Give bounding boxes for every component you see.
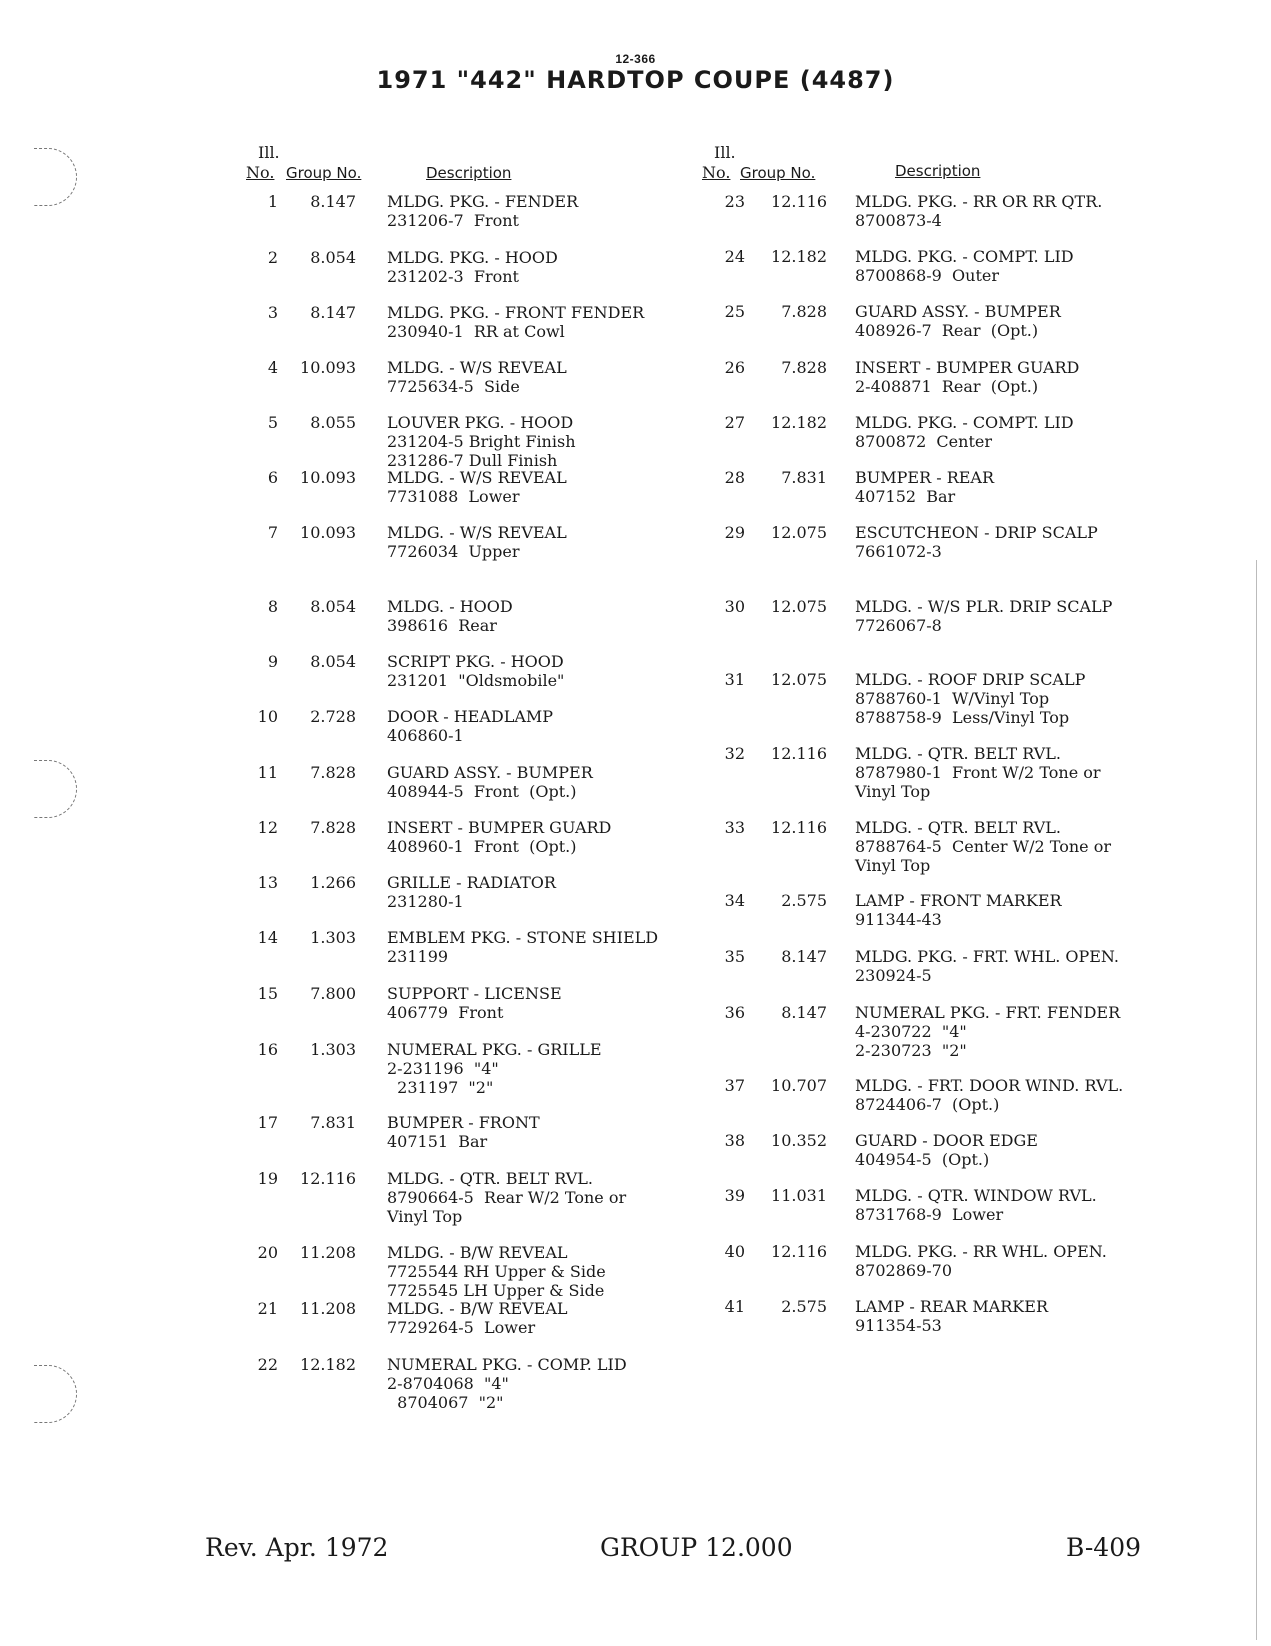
group-number: 7.828: [310, 818, 356, 837]
part-name: MLDG. PKG. - FRONT FENDER: [387, 303, 645, 322]
ill-number: 8: [267, 597, 278, 616]
ill-number: 24: [724, 247, 745, 266]
ill-number: 6: [267, 468, 278, 487]
part-number-line: Vinyl Top: [855, 856, 931, 875]
part-number-line: 407152 Bar: [855, 487, 956, 506]
part-number-line: 2-8704068 "4": [387, 1374, 509, 1393]
part-number-line: 8787980-1 Front W/2 Tone or: [855, 763, 1101, 782]
part-number-line: 406779 Front: [387, 1003, 504, 1022]
ill-number: 34: [724, 891, 745, 910]
part-description: [855, 744, 1101, 801]
part-number-line: 2-408871 Rear (Opt.): [855, 377, 1039, 396]
part-description: [855, 1186, 1097, 1224]
part-number-line: 231286-7 Dull Finish: [387, 451, 558, 470]
group-number: 12.116: [771, 744, 827, 763]
part-number-line: 8788758-9 Less/Vinyl Top: [855, 708, 1070, 727]
group-number: 11.031: [771, 1186, 827, 1205]
group-number: 12.182: [771, 413, 827, 432]
part-description: [387, 1355, 627, 1412]
group-number: 8.054: [310, 597, 356, 616]
part-number-line: 7725634-5 Side: [387, 377, 520, 396]
part-name: MLDG. - W/S REVEAL: [387, 358, 567, 377]
part-description: [855, 1297, 1048, 1335]
group-number: 7.828: [781, 302, 827, 321]
ill-number: 3: [267, 303, 278, 322]
part-name: BUMPER - REAR: [855, 468, 995, 487]
ill-number: 29: [724, 523, 745, 542]
part-number-line: 911344-43: [855, 910, 942, 929]
part-number-line: 8788764-5 Center W/2 Tone or: [855, 837, 1111, 856]
group-number: 7.800: [310, 984, 356, 1003]
part-name: NUMERAL PKG. - GRILLE: [387, 1040, 602, 1059]
part-description: [855, 891, 1062, 929]
part-name: MLDG. - W/S PLR. DRIP SCALP: [855, 597, 1113, 616]
part-number-line: 231204-5 Bright Finish: [387, 432, 576, 451]
ill-number: 4: [267, 358, 278, 377]
part-description: [387, 763, 593, 801]
ill-number: 25: [724, 302, 745, 321]
group-number: 2.575: [781, 891, 827, 910]
group-number: 12.116: [771, 1242, 827, 1261]
part-number-line: 8700873-4: [855, 211, 942, 230]
ill-number: 13: [257, 873, 278, 892]
part-description: [855, 247, 1074, 285]
ill-number: 21: [257, 1299, 278, 1318]
ill-number: 1: [267, 192, 278, 211]
page-code: 12-366: [615, 52, 656, 66]
group-number: 12.116: [300, 1169, 356, 1188]
group-number: 10.707: [771, 1076, 827, 1095]
part-name: LAMP - REAR MARKER: [855, 1297, 1048, 1316]
group-number: 10.093: [300, 468, 356, 487]
group-number: 1.266: [310, 873, 356, 892]
part-number-line: 231197 "2": [387, 1078, 494, 1097]
part-description: [855, 818, 1111, 875]
part-number-line: 8788760-1 W/Vinyl Top: [855, 689, 1050, 708]
group-number: 7.828: [781, 358, 827, 377]
ill-number: 27: [724, 413, 745, 432]
part-name: MLDG. - QTR. BELT RVL.: [387, 1169, 593, 1188]
group-no-header: Group No.: [740, 164, 816, 182]
part-description: [855, 597, 1112, 635]
part-number-line: 8790664-5 Rear W/2 Tone or: [387, 1188, 627, 1207]
part-description: [387, 303, 644, 341]
group-number: 8.147: [781, 1003, 827, 1022]
part-name: MLDG. - HOOD: [387, 597, 513, 616]
part-name: DOOR - HEADLAMP: [387, 707, 554, 726]
group-number: 12.182: [300, 1355, 356, 1374]
part-name: MLDG. - QTR. BELT RVL.: [855, 818, 1061, 837]
part-description: [387, 248, 558, 286]
part-name: MLDG. PKG. - RR OR RR QTR.: [855, 192, 1103, 211]
group-number: 8.147: [781, 947, 827, 966]
part-name: INSERT - BUMPER GUARD: [855, 358, 1080, 377]
part-description: [387, 1113, 540, 1151]
part-description: [387, 192, 578, 230]
ill-number: 28: [724, 468, 745, 487]
group-number: 7.831: [781, 468, 827, 487]
part-description: [387, 597, 513, 635]
binder-hole-bottom: [34, 1365, 77, 1423]
ill-number: 31: [724, 670, 745, 689]
part-name: MLDG. PKG. - RR WHL. OPEN.: [855, 1242, 1107, 1261]
part-name: GUARD - DOOR EDGE: [855, 1131, 1038, 1150]
group-number: 8.054: [310, 652, 356, 671]
ill-number: 23: [724, 192, 745, 211]
part-number-line: 8731768-9 Lower: [855, 1205, 1004, 1224]
ill-number: 38: [724, 1131, 745, 1150]
group-number: 1.303: [310, 1040, 356, 1059]
part-number-line: 408944-5 Front (Opt.): [387, 782, 577, 801]
part-description: [855, 413, 1074, 451]
part-description: [855, 947, 1119, 985]
part-number-line: Vinyl Top: [387, 1207, 463, 1226]
part-description: [855, 302, 1061, 340]
part-name: LOUVER PKG. - HOOD: [387, 413, 574, 432]
part-number-line: 230924-5: [855, 966, 932, 985]
part-description: [855, 523, 1098, 561]
ill-number: 40: [724, 1242, 745, 1261]
part-name: MLDG. PKG. - COMPT. LID: [855, 413, 1074, 432]
part-name: GUARD ASSY. - BUMPER: [387, 763, 593, 782]
ill-number: 9: [267, 652, 278, 671]
ill-number: 2: [267, 248, 278, 267]
part-name: MLDG. - QTR. WINDOW RVL.: [855, 1186, 1097, 1205]
ill-number: 12: [257, 818, 278, 837]
part-number-line: 8704067 "2": [387, 1393, 504, 1412]
group-number: 10.093: [300, 358, 356, 377]
ill-no-header: No.: [246, 163, 275, 182]
ill-number: 19: [257, 1169, 278, 1188]
ill-number: 20: [257, 1243, 278, 1262]
group-no-header: Group No.: [286, 164, 362, 182]
part-description: [387, 468, 567, 506]
part-number-line: 231206-7 Front: [387, 211, 519, 230]
ill-number: 41: [724, 1297, 745, 1316]
group-number: 2.728: [310, 707, 356, 726]
group-number: 8.147: [310, 303, 356, 322]
part-name: MLDG. PKG. - FRT. WHL. OPEN.: [855, 947, 1119, 966]
part-number-line: 231199: [387, 947, 449, 966]
part-description: [855, 468, 994, 506]
binder-hole-middle: [34, 760, 77, 818]
part-description: [855, 358, 1079, 396]
part-description: [387, 523, 567, 561]
ill-number: 5: [267, 413, 278, 432]
part-name: MLDG. - W/S REVEAL: [387, 468, 567, 487]
ill-number: 39: [724, 1186, 745, 1205]
part-number-line: 408960-1 Front (Opt.): [387, 837, 577, 856]
ill-number: 36: [724, 1003, 745, 1022]
ill-number: 37: [724, 1076, 745, 1095]
part-description: [855, 192, 1102, 230]
ill-number: 15: [257, 984, 278, 1003]
part-name: NUMERAL PKG. - FRT. FENDER: [855, 1003, 1121, 1022]
part-number-line: 408926-7 Rear (Opt.): [855, 321, 1039, 340]
group-number: 12.075: [771, 670, 827, 689]
ill-number: 14: [257, 928, 278, 947]
part-name: MLDG. PKG. - HOOD: [387, 248, 558, 267]
ill-number: 30: [724, 597, 745, 616]
part-number-line: 7661072-3: [855, 542, 942, 561]
part-description: [387, 1040, 602, 1097]
part-number-line: 231202-3 Front: [387, 267, 519, 286]
part-description: [387, 984, 562, 1022]
part-name: MLDG. - FRT. DOOR WIND. RVL.: [855, 1076, 1124, 1095]
group-number: 11.208: [300, 1243, 356, 1262]
group-number: 12.075: [771, 597, 827, 616]
page-number: B-409: [1066, 1533, 1141, 1562]
part-description: [387, 652, 564, 690]
part-number-line: 7726034 Upper: [387, 542, 520, 561]
group-number: 12.116: [771, 818, 827, 837]
ill-number: 17: [257, 1113, 278, 1132]
part-description: [855, 1131, 1038, 1169]
part-name: LAMP - FRONT MARKER: [855, 891, 1062, 910]
part-name: NUMERAL PKG. - COMP. LID: [387, 1355, 627, 1374]
part-name: MLDG. - W/S REVEAL: [387, 523, 567, 542]
ill-number: 22: [257, 1355, 278, 1374]
part-number-line: 7725544 RH Upper & Side: [387, 1262, 606, 1281]
part-description: [387, 1169, 626, 1226]
part-number-line: 4-230722 "4": [855, 1022, 967, 1041]
part-name: MLDG. - B/W REVEAL: [387, 1299, 568, 1318]
part-name: EMBLEM PKG. - STONE SHIELD: [387, 928, 659, 947]
part-number-line: 231280-1: [387, 892, 464, 911]
group-number: 10.352: [771, 1131, 827, 1150]
part-number-line: 8700868-9 Outer: [855, 266, 999, 285]
part-number-line: 404954-5 (Opt.): [855, 1150, 990, 1169]
part-name: MLDG. PKG. - COMPT. LID: [855, 247, 1074, 266]
part-name: MLDG. PKG. - FENDER: [387, 192, 579, 211]
part-number-line: 7731088 Lower: [387, 487, 520, 506]
part-number-line: 231201 "Oldsmobile": [387, 671, 565, 690]
group-number: 11.208: [300, 1299, 356, 1318]
binder-hole-top: [34, 148, 77, 206]
part-name: SCRIPT PKG. - HOOD: [387, 652, 564, 671]
group-number: 8.147: [310, 192, 356, 211]
part-number-line: 230940-1 RR at Cowl: [387, 322, 565, 341]
part-description: [387, 873, 556, 911]
part-description: [855, 670, 1085, 727]
revision-date: Rev. Apr. 1972: [205, 1533, 389, 1562]
group-number: 7.831: [310, 1113, 356, 1132]
group-number: 8.055: [310, 413, 356, 432]
part-number-line: 7726067-8: [855, 616, 942, 635]
ill-header-top: Ill.: [714, 143, 736, 162]
page-edge-line: [1256, 560, 1257, 1640]
group-number: 1.303: [310, 928, 356, 947]
part-description: [387, 707, 553, 745]
part-name: MLDG. - QTR. BELT RVL.: [855, 744, 1061, 763]
part-number-line: 7729264-5 Lower: [387, 1318, 536, 1337]
part-number-line: 8724406-7 (Opt.): [855, 1095, 1000, 1114]
part-name: GRILLE - RADIATOR: [387, 873, 556, 892]
part-number-line: 407151 Bar: [387, 1132, 488, 1151]
part-number-line: 911354-53: [855, 1316, 942, 1335]
ill-header-top: Ill.: [258, 143, 280, 162]
ill-number: 26: [724, 358, 745, 377]
part-number-line: 8702869-70: [855, 1261, 953, 1280]
part-name: INSERT - BUMPER GUARD: [387, 818, 612, 837]
part-description: [855, 1242, 1107, 1280]
page-title: 1971 "442" HARDTOP COUPE (4487): [376, 66, 895, 94]
group-number: 12.116: [771, 192, 827, 211]
part-description: [387, 413, 576, 470]
part-description: [387, 1243, 606, 1300]
part-number-line: Vinyl Top: [855, 782, 931, 801]
part-number-line: 398616 Rear: [387, 616, 497, 635]
ill-no-header: No.: [702, 163, 731, 182]
part-description: [387, 818, 611, 856]
part-name: BUMPER - FRONT: [387, 1113, 540, 1132]
part-name: MLDG. - B/W REVEAL: [387, 1243, 568, 1262]
group-number: 10.093: [300, 523, 356, 542]
part-name: MLDG. - ROOF DRIP SCALP: [855, 670, 1086, 689]
part-number-line: 7725545 LH Upper & Side: [387, 1281, 605, 1300]
part-name: GUARD ASSY. - BUMPER: [855, 302, 1061, 321]
part-name: SUPPORT - LICENSE: [387, 984, 562, 1003]
ill-number: 11: [257, 763, 278, 782]
group-number: 8.054: [310, 248, 356, 267]
part-description: [387, 1299, 568, 1337]
description-header: Description: [895, 162, 981, 180]
part-description: [855, 1076, 1123, 1114]
group-number: 12.075: [771, 523, 827, 542]
group-number: 7.828: [310, 763, 356, 782]
ill-number: 33: [724, 818, 745, 837]
description-header: Description: [426, 164, 512, 182]
group-label: GROUP 12.000: [600, 1533, 793, 1562]
part-name: ESCUTCHEON - DRIP SCALP: [855, 523, 1098, 542]
group-number: 2.575: [781, 1297, 827, 1316]
part-number-line: 2-230723 "2": [855, 1041, 967, 1060]
part-number-line: 8700872 Center: [855, 432, 992, 451]
ill-number: 10: [257, 707, 278, 726]
ill-number: 7: [267, 523, 278, 542]
part-description: [387, 358, 567, 396]
ill-number: 35: [724, 947, 745, 966]
part-description: [387, 928, 658, 966]
part-number-line: 406860-1: [387, 726, 464, 745]
part-description: [855, 1003, 1120, 1060]
group-number: 12.182: [771, 247, 827, 266]
part-number-line: 2-231196 "4": [387, 1059, 499, 1078]
ill-number: 16: [257, 1040, 278, 1059]
ill-number: 32: [724, 744, 745, 763]
